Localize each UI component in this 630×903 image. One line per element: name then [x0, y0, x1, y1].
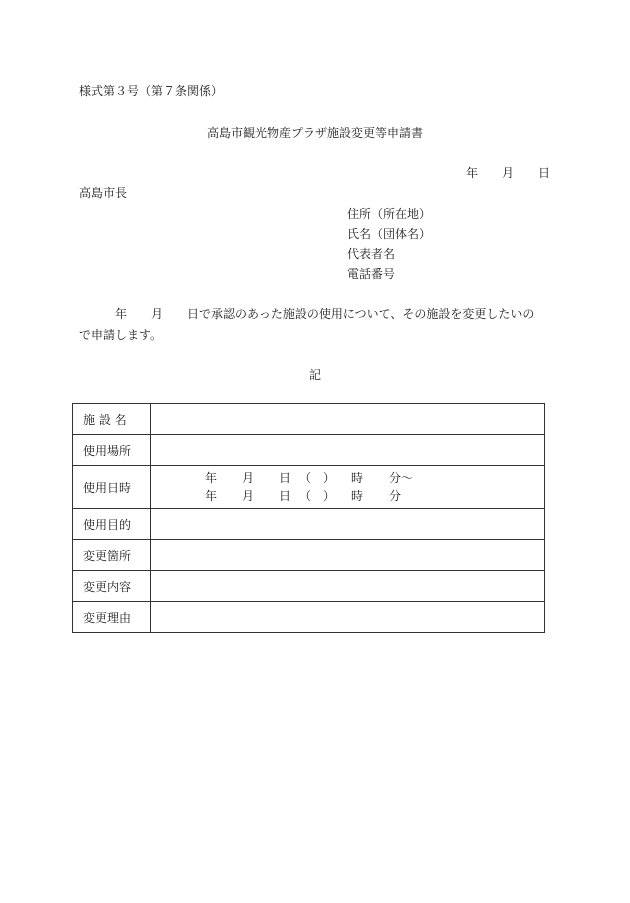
statement-text-2: で申請します。: [79, 328, 163, 342]
datetime-label: 使用日時: [73, 466, 151, 509]
table-row: [73, 435, 545, 466]
date-month-label: 月: [502, 166, 515, 180]
table-row: [73, 540, 545, 571]
change-part-field[interactable]: [151, 540, 545, 571]
change-reason-field[interactable]: [151, 602, 545, 633]
datetime-from: 年 月 日 （ ） 時 分～: [205, 471, 414, 485]
document-title: 高島市観光物産プラザ施設変更等申請書: [206, 126, 423, 140]
datetime-field[interactable]: [151, 466, 545, 509]
table-row: [73, 509, 545, 540]
application-date: [466, 164, 550, 181]
applicant-representative-label: 代表者名: [347, 247, 396, 261]
purpose-field[interactable]: [151, 509, 545, 540]
ki-heading: 記: [308, 368, 321, 382]
addressee: 高島市長: [79, 186, 128, 200]
table-row: [73, 466, 545, 509]
change-part-label: 変更箇所: [73, 540, 151, 571]
table-row: [73, 602, 545, 633]
table-row: [73, 571, 545, 602]
table-row: [73, 404, 545, 435]
applicant-block: [347, 204, 431, 284]
application-details-table: [72, 403, 545, 633]
applicant-name-label: 氏名（団体名）: [347, 227, 432, 241]
statement-year-label: 年: [115, 307, 128, 321]
applicant-phone-label: 電話番号: [347, 267, 396, 281]
change-content-field[interactable]: [151, 571, 545, 602]
statement-text-1: 日で承認のあった施設の使用について、その施設を変更したいの: [187, 307, 535, 321]
form-number: 様式第３号（第７条関係）: [79, 84, 224, 98]
facility-name-field[interactable]: [151, 404, 545, 435]
date-day-label: 日: [538, 166, 551, 180]
statement-month-label: 月: [151, 307, 164, 321]
location-field[interactable]: [151, 435, 545, 466]
datetime-to: 年 月 日 （ ） 時 分: [205, 489, 402, 503]
change-content-label: 変更内容: [73, 571, 151, 602]
location-label: 使用場所: [73, 435, 151, 466]
facility-name-label: 施 設 名: [73, 404, 151, 435]
change-reason-label: 変更理由: [73, 602, 151, 633]
purpose-label: 使用目的: [73, 509, 151, 540]
date-year-label: 年: [466, 166, 479, 180]
applicant-address-label: 住所（所在地）: [347, 207, 432, 221]
request-statement: [79, 304, 549, 346]
